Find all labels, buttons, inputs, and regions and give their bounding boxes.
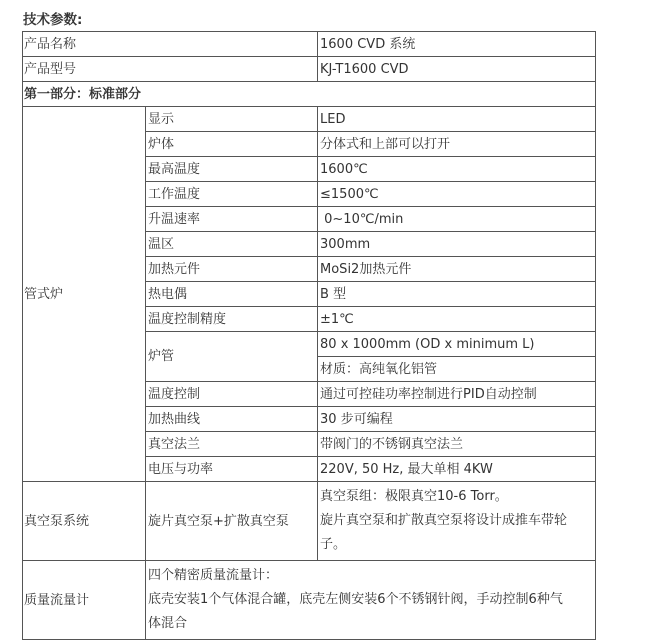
spec-value: 80 x 1000mm (OD x minimum L) [318, 332, 596, 357]
spec-value: 带阀门的不锈钢真空法兰 [318, 432, 596, 457]
group-label-tube-furnace: 管式炉 [23, 107, 146, 482]
spec-label: 温区 [146, 232, 318, 257]
product-name-value: 1600 CVD 系统 [318, 32, 596, 57]
product-model-label: 产品型号 [23, 57, 318, 82]
section-header: 第一部分：标准部分 [23, 82, 596, 107]
spec-label: 电压与功率 [146, 457, 318, 482]
spec-label: 炉管 [146, 332, 318, 382]
mfc-line-1: 四个精密质量流量计： [148, 568, 279, 583]
spec-value: 材质：高纯氧化铝管 [318, 357, 596, 382]
table-row [23, 82, 596, 107]
spec-value: 分体式和上部可以打开 [318, 132, 596, 157]
spec-value: LED [318, 107, 596, 132]
spec-label: 工作温度 [146, 182, 318, 207]
vacuum-line-2: 旋片真空泵和扩散真空泵将设计成推车带轮 [320, 513, 568, 528]
table-row [23, 107, 596, 132]
spec-value: 300mm [318, 232, 596, 257]
spec-heading: 技术参数: [23, 12, 83, 28]
spec-label: 加热元件 [146, 257, 318, 282]
spec-value: 30 步可编程 [318, 407, 596, 432]
spec-value: MoSi2加热元件 [318, 257, 596, 282]
spec-label: 真空法兰 [146, 432, 318, 457]
spec-value: ±1℃ [318, 307, 596, 332]
spec-value: ≤1500℃ [318, 182, 596, 207]
group-label-vacuum: 真空泵系统 [23, 482, 146, 561]
spec-value-mfc [146, 561, 596, 640]
spec-value: B 型 [318, 282, 596, 307]
spec-label: 炉体 [146, 132, 318, 157]
spec-value: 0~10℃/min [318, 207, 596, 232]
spec-value: 1600℃ [318, 157, 596, 182]
spec-label: 温度控制 [146, 382, 318, 407]
spec-label: 热电偶 [146, 282, 318, 307]
spec-table [22, 31, 596, 640]
spec-label: 旋片真空泵+扩散真空泵 [146, 482, 318, 561]
spec-value: 通过可控硅功率控制进行PID自动控制 [318, 382, 596, 407]
table-row [23, 561, 596, 640]
spec-value: 220V, 50 Hz, 最大单相 4KW [318, 457, 596, 482]
spec-value-vacuum [318, 482, 596, 561]
mfc-line-2: 底壳安装1个气体混合罐，底壳左侧安装6个不锈钢针阀，手动控制6种气 [148, 592, 563, 607]
spec-label: 温度控制精度 [146, 307, 318, 332]
spec-label: 最高温度 [146, 157, 318, 182]
spec-label: 加热曲线 [146, 407, 318, 432]
mfc-line-3: 体混合 [148, 616, 188, 631]
spec-label: 升温速率 [146, 207, 318, 232]
table-row [23, 482, 596, 561]
spec-label: 显示 [146, 107, 318, 132]
product-model-value: KJ-T1600 CVD [318, 57, 596, 82]
table-row [23, 57, 596, 82]
table-row [23, 32, 596, 57]
vacuum-line-1: 真空泵组：极限真空10-6 Torr。 [320, 489, 508, 504]
vacuum-line-3: 子。 [320, 537, 347, 552]
product-name-label: 产品名称 [23, 32, 318, 57]
group-label-mfc: 质量流量计 [23, 561, 146, 640]
